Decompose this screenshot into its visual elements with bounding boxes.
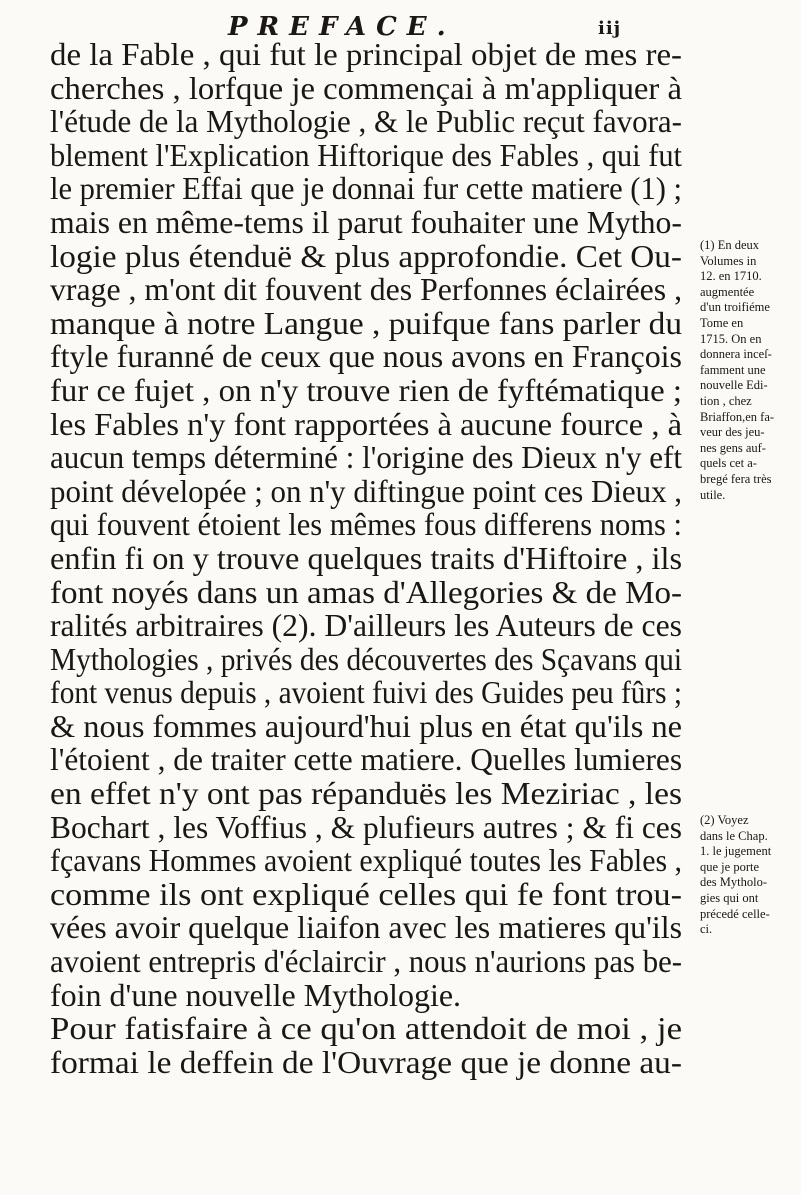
note-line: (2) Voyez <box>700 813 749 827</box>
note-line: bregé fera très <box>700 471 772 486</box>
note-line: augmentée <box>700 284 755 299</box>
text-line: vées avoir quelque liaifon avec les matieres qu'ils <box>50 909 683 946</box>
body-text <box>50 38 690 1079</box>
text-line: point dévelopée ; on n'y diftingue point ces Dieux , <box>50 472 683 509</box>
running-title: PREFACE. <box>228 12 456 42</box>
text-line: font noyés dans un amas d'Allegories & de Mo- <box>50 573 683 610</box>
note-line: des Mytholo- <box>700 875 768 890</box>
text-line: Pour fatisfaire à ce qu'on attendoit de moi , je <box>50 1010 683 1047</box>
note-line: d'un troifiéme <box>700 300 770 315</box>
text-line: fur ce fujet , on n'y trouve rien de fyftématique ; <box>50 371 682 408</box>
text-line: enfin fi on y trouve quelques traits d'Hiftoire , ils <box>50 539 683 576</box>
margin-note-2 <box>700 813 796 938</box>
text-line: les Fables n'y font rapportées à aucune fource , à <box>50 405 682 442</box>
text-line: vrage , m'ont dit fouvent des Perfonnes éclairées , <box>50 271 683 308</box>
text-line: cherches , lorfque je commençai à m'appliquer à <box>50 69 682 106</box>
note-line: 1715. On en <box>700 331 762 346</box>
text-line: manque à notre Langue , puifque fans parler du <box>50 304 682 341</box>
text-line: de la Fable , qui fut le principal objet de mes re- <box>50 36 683 72</box>
text-line: formai le deffein de l'Ouvrage que je donne au- <box>50 1043 682 1080</box>
text-line: fçavans Hommes avoient expliqué toutes les Fables , <box>50 842 683 879</box>
note-line: que je porte <box>700 859 760 874</box>
text-line: Mythologies , privés des découvertes des Sçavans qui <box>50 640 683 677</box>
note-line: 12. en 1710. <box>700 269 762 284</box>
page-number: iij <box>598 18 622 39</box>
note-line: donnera inceſ- <box>700 347 772 362</box>
text-line: le premier Effai que je donnai fur cette matiere (1) ; <box>50 170 683 207</box>
note-line: Briaffon,en fa- <box>700 409 775 424</box>
note-line: (1) En deux <box>700 238 760 252</box>
text-line: aucun temps déterminé : l'origine des Dieux n'y eft <box>50 439 682 476</box>
note-line: veur des jeu- <box>700 425 765 440</box>
note-line: tion , chez <box>700 393 752 408</box>
note-line: Volumes in <box>700 253 757 268</box>
text-line: ralités arbitraires (2). D'ailleurs les Auteurs de ces <box>50 607 682 644</box>
note-line: dans le Chap. <box>700 828 768 843</box>
text-line: blement l'Explication Hiftorique des Fables , qui fut <box>50 136 682 173</box>
note-line: Tome en <box>700 315 744 330</box>
note-line: gies qui ont <box>700 890 759 905</box>
note-line: précedé celle- <box>700 906 770 921</box>
text-line: l'étoient , de traiter cette matiere. Quelles lumieres <box>50 741 683 778</box>
text-line: qui fouvent étoient les mêmes fous differens noms : <box>50 506 682 543</box>
note-line: famment une <box>700 362 766 377</box>
text-line: avoient entrepris d'éclaircir , nous n'aurions pas be- <box>50 943 683 980</box>
note-line: nes gens auf- <box>700 440 766 455</box>
text-line: font venus depuis , avoient fuivi des Guides peu fûrs ; <box>50 674 682 711</box>
text-line: mais en même-tems il parut fouhaiter une Mytho- <box>50 203 682 240</box>
text-line: Bochart , les Voffius , & plufieurs autres ; & fi ces <box>50 808 683 845</box>
note-line: quels cet a- <box>700 456 757 471</box>
note-line: ci. <box>700 922 713 937</box>
note-line: 1. le jugement <box>700 844 772 859</box>
text-line: foin d'une nouvelle Mythologie. <box>50 976 462 1013</box>
text-line: ftyle furanné de ceux que nous avons en François <box>50 338 682 375</box>
note-line: nouvelle Edi- <box>700 378 768 393</box>
text-line: logie plus étenduë & plus approfondie. Cet Ou- <box>50 237 683 274</box>
text-line: comme ils ont expliqué celles qui fe font trou- <box>50 875 682 912</box>
text-line: & nous fommes aujourd'hui plus en état qu'ils ne <box>50 707 683 744</box>
text-line: en effet n'y ont pas répanduës les Meziriac , les <box>50 775 682 812</box>
text-line: l'étude de la Mythologie , & le Public reçut favora- <box>50 103 682 140</box>
margin-note-1 <box>700 238 796 503</box>
note-line: utile. <box>700 487 726 502</box>
